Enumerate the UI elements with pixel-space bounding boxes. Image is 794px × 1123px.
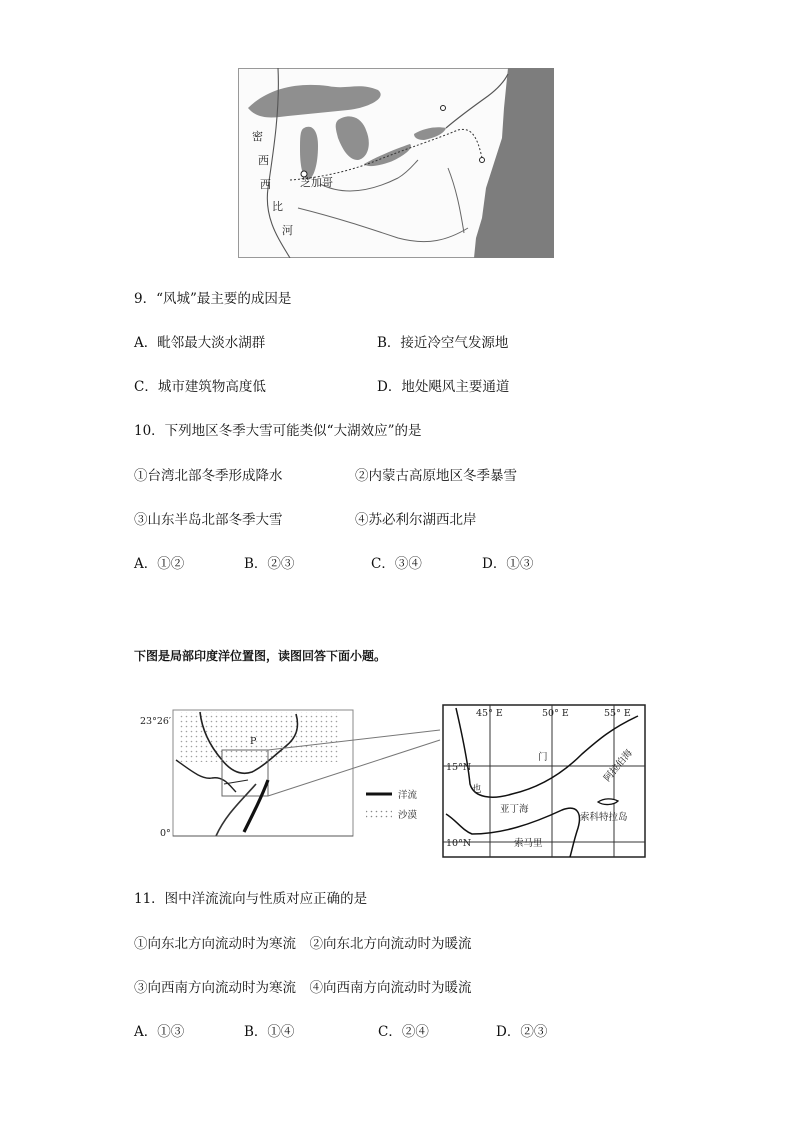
east-city-marker xyxy=(480,158,485,163)
north-city-marker xyxy=(441,106,446,111)
legend-desert-swatch xyxy=(366,810,392,818)
legend-current-label: 洋流 xyxy=(398,790,418,801)
map1-label-xi2: 西 xyxy=(260,178,271,191)
q9-option-d[interactable]: D．地处飓风主要通道 xyxy=(377,379,510,395)
place-ye-label: 也 xyxy=(472,784,482,795)
lon-55e-label: 55° E xyxy=(604,708,631,719)
q10-option-c[interactable]: C．③④ xyxy=(371,556,422,572)
q9-option-c[interactable]: C．城市建筑物高度低 xyxy=(134,379,266,395)
lon-45e-label: 45° E xyxy=(476,708,503,719)
q10-option-b[interactable]: B．②③ xyxy=(244,556,295,572)
map1-label-bi: 比 xyxy=(272,200,283,213)
q11-option-a[interactable]: A．①③ xyxy=(134,1024,185,1040)
q10-item-3: ③山东半岛北部冬季大雪 xyxy=(134,512,283,528)
q10-item-1: ①台湾北部冬季形成降水 xyxy=(134,468,283,484)
map1-label-chicago: 芝加哥 xyxy=(300,176,333,189)
map1-label-xi1: 西 xyxy=(258,154,269,167)
q10-item-4: ④苏必利尔湖西北岸 xyxy=(355,512,477,528)
map1-label-he: 河 xyxy=(282,224,293,237)
lat-top-label: 23°26′ xyxy=(140,716,172,727)
map1-label-mi: 密 xyxy=(252,130,263,143)
q11-stem: 11．图中洋流流向与性质对应正确的是 xyxy=(134,891,368,907)
socotra-island xyxy=(598,799,618,805)
legend-desert-label: 沙漠 xyxy=(398,810,418,821)
q9-stem: 9．“风城”最主要的成因是 xyxy=(134,291,292,307)
lat-10n-label: 10°N xyxy=(446,838,472,849)
detail-map-svg xyxy=(442,704,646,858)
q11-option-c[interactable]: C．②④ xyxy=(378,1024,429,1040)
great-lakes-map-svg xyxy=(238,68,554,258)
place-men-label: 门 xyxy=(538,752,548,763)
section-intro: 下图是局部印度洋位置图，读图回答下面小题。 xyxy=(134,649,387,663)
q11-line-2: ③向西南方向流动时为寒流 ④向西南方向流动时为暖流 xyxy=(134,980,472,996)
q10-stem: 10．下列地区冬季大雪可能类似“大湖效应”的是 xyxy=(134,423,422,439)
q11-option-d[interactable]: D．②③ xyxy=(496,1024,548,1040)
lat-bottom-label: 0° xyxy=(160,828,171,839)
q9-option-b[interactable]: B．接近冷空气发源地 xyxy=(377,335,509,351)
great-lakes-map xyxy=(238,68,554,258)
place-socotra-label: 索科特拉岛 xyxy=(580,812,628,823)
place-somalia-label: 索马里 xyxy=(514,838,543,849)
place-aden-label: 亚丁海 xyxy=(500,804,529,815)
q11-option-b[interactable]: B．①④ xyxy=(244,1024,295,1040)
gulf-of-aden-detail-map xyxy=(442,704,646,858)
p-label: P xyxy=(250,736,257,747)
q9-option-a[interactable]: A．毗邻最大淡水湖群 xyxy=(134,335,266,351)
q10-option-d[interactable]: D．①③ xyxy=(482,556,534,572)
q11-line-1: ①向东北方向流动时为寒流 ②向东北方向流动时为暖流 xyxy=(134,936,472,952)
indian-ocean-overview-map xyxy=(140,700,442,850)
q10-item-2: ②内蒙古高原地区冬季暴雪 xyxy=(355,468,517,484)
lat-15n-label: 15°N xyxy=(446,762,472,773)
place-arabian-sea-label: 阿拉伯海 xyxy=(601,747,635,784)
lon-50e-label: 50° E xyxy=(542,708,569,719)
q10-option-a[interactable]: A．①② xyxy=(134,556,185,572)
overview-map-svg xyxy=(140,700,442,850)
